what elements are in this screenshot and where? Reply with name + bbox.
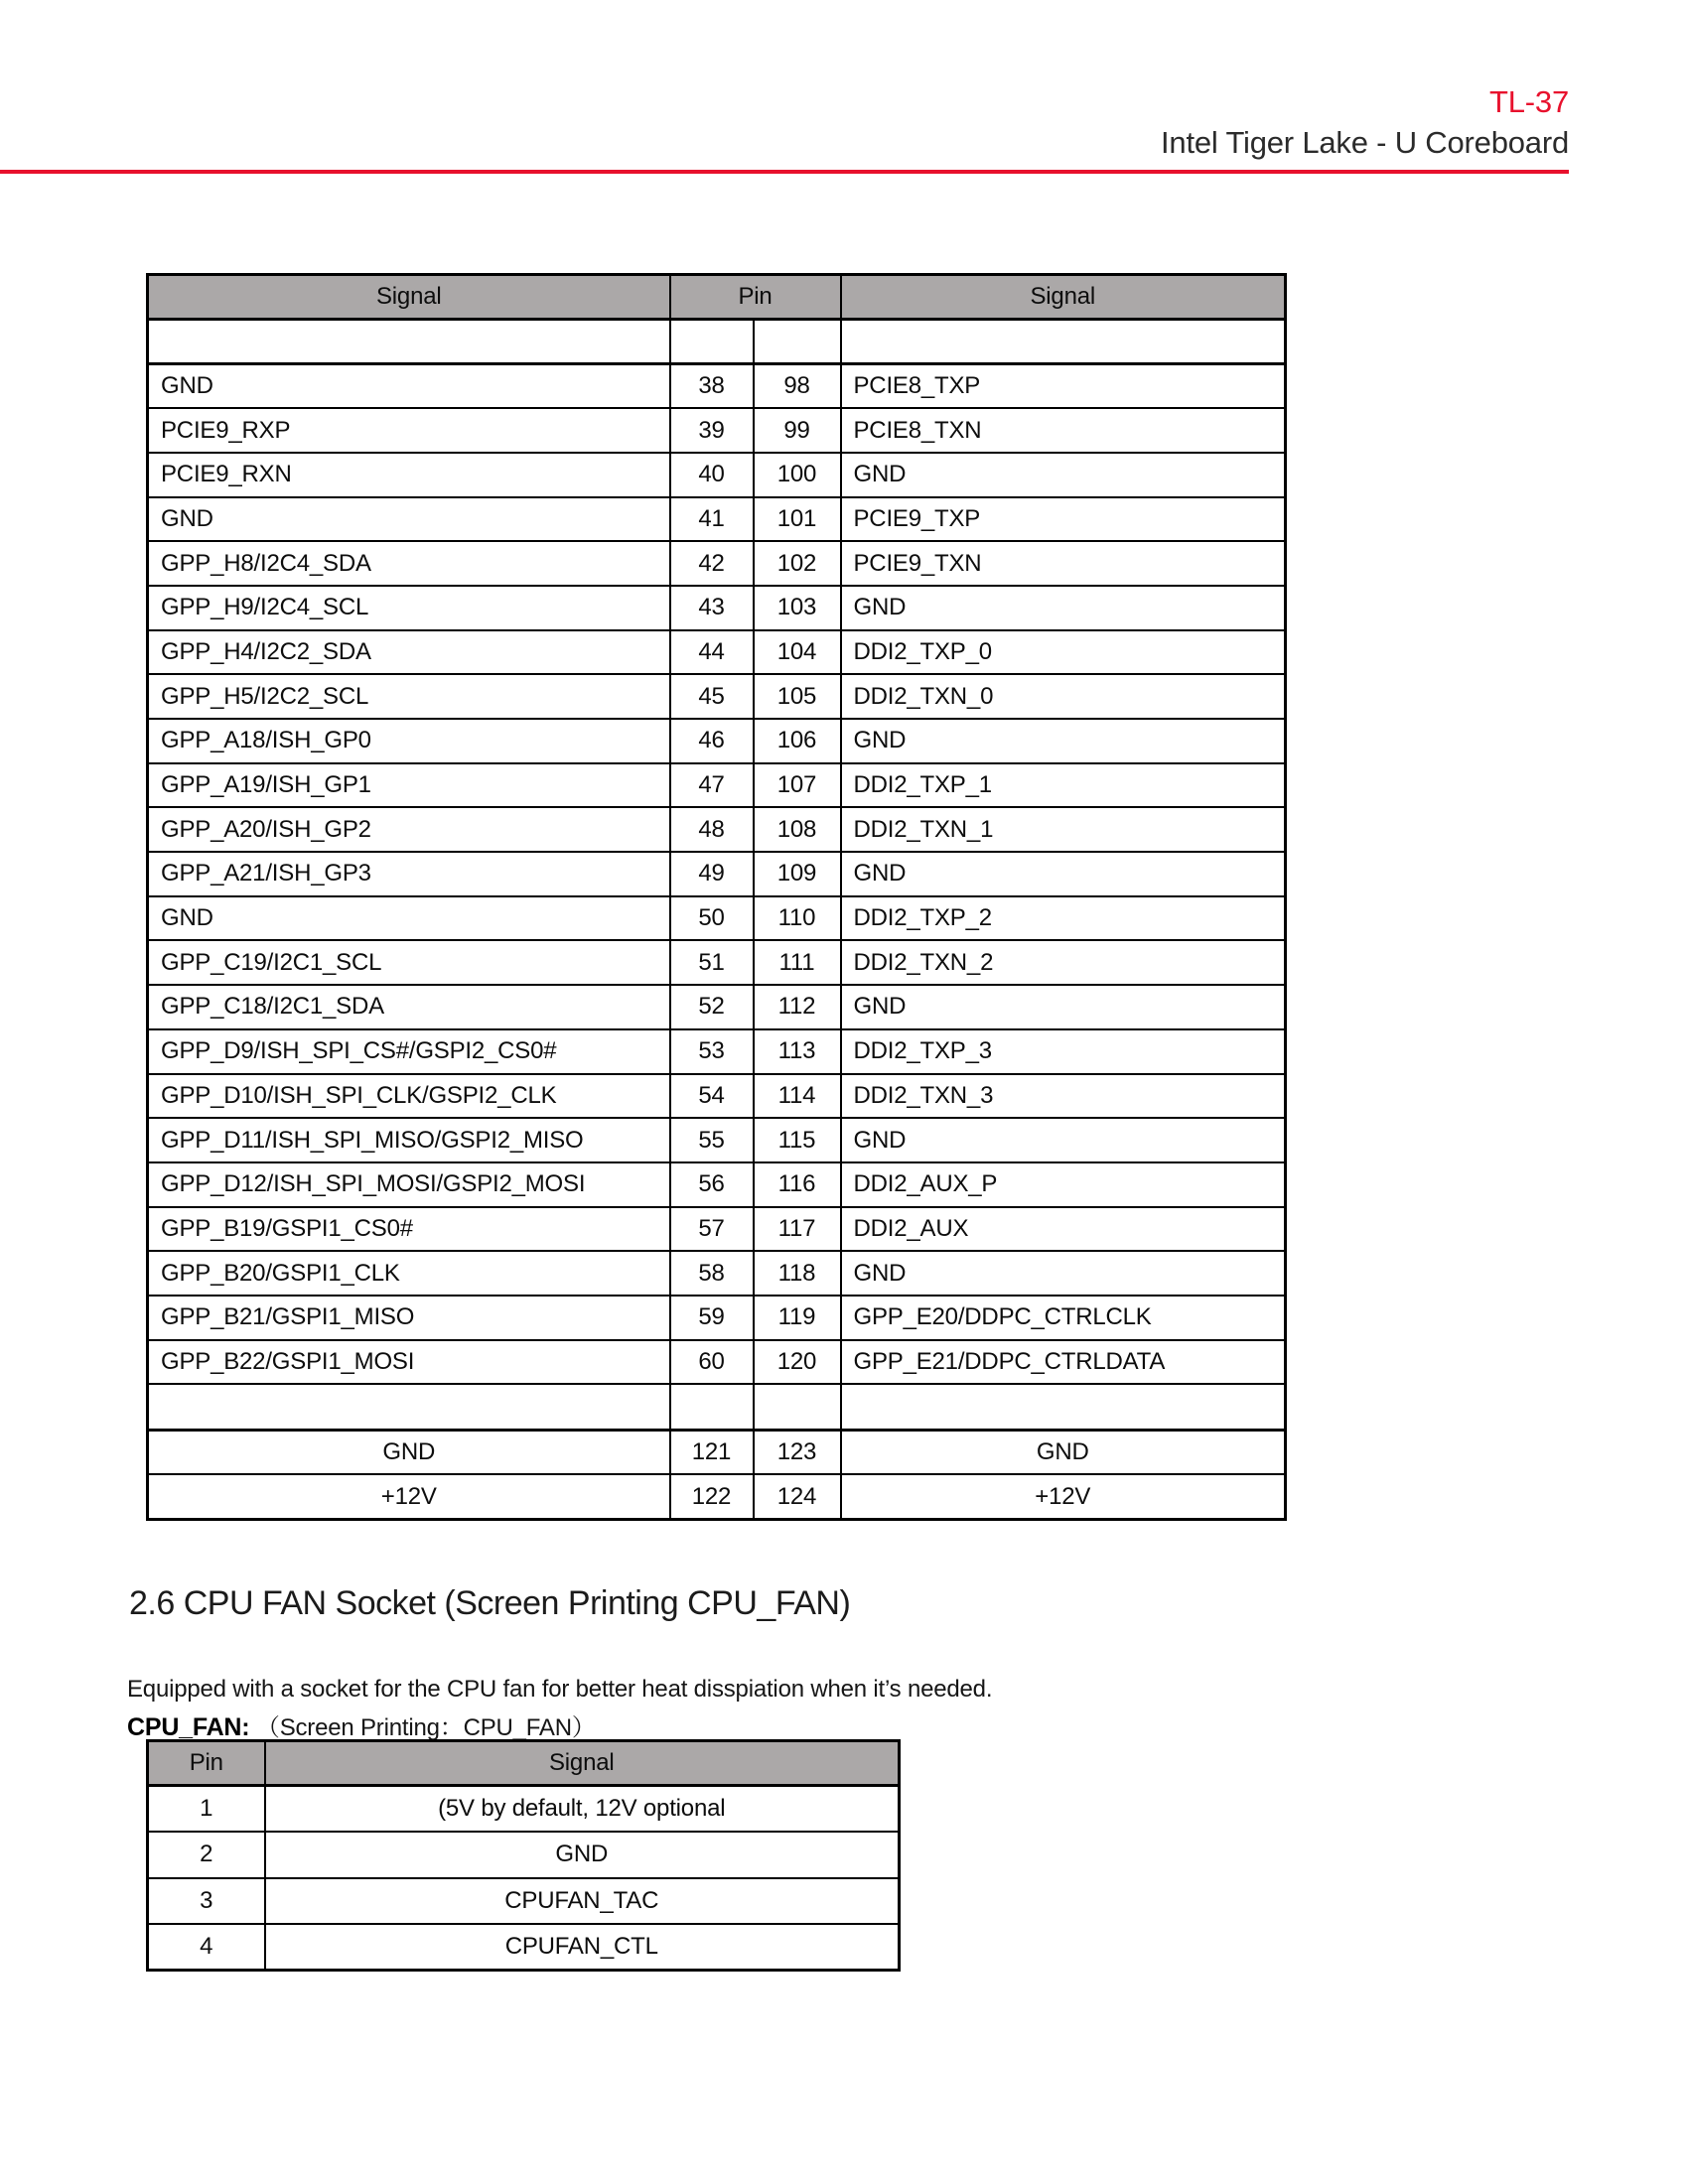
pin-cell: 1 (148, 1786, 265, 1833)
signal-cell: (5V by default, 12V optional (265, 1786, 900, 1833)
pin-cell-right: 116 (754, 1162, 841, 1207)
page-header (1161, 83, 1569, 161)
doc-code: TL-37 (1489, 84, 1569, 119)
pin-cell-right: 118 (754, 1251, 841, 1296)
fan-socket-label (127, 1707, 596, 1742)
pin-cell-left: 48 (670, 807, 754, 852)
pin-cell-left: 52 (670, 985, 754, 1029)
signal-cell-left: GPP_A19/ISH_GP1 (148, 763, 670, 808)
signal-cell-left: GPP_H4/I2C2_SDA (148, 630, 670, 675)
signal-cell-right: DDI2_TXN_2 (841, 940, 1286, 985)
fan-table-wrap (146, 1739, 901, 1972)
pin-row (148, 1296, 1286, 1340)
signal-cell-right: DDI2_TXN_0 (841, 674, 1286, 719)
pin-cell-right: 102 (754, 541, 841, 586)
signal-cell-right: PCIE8_TXP (841, 364, 1286, 409)
signal-cell-right: DDI2_TXP_0 (841, 630, 1286, 675)
signal-cell-left: GPP_H9/I2C4_SCL (148, 586, 670, 630)
signal-cell-left: GPP_B21/GSPI1_MISO (148, 1296, 670, 1340)
pin-cell-left: 122 (670, 1474, 754, 1519)
signal-cell-left: GPP_D12/ISH_SPI_MOSI/GSPI2_MOSI (148, 1162, 670, 1207)
signal-cell-right: GND (841, 1430, 1286, 1474)
pin-cell-left: 59 (670, 1296, 754, 1340)
signal-cell-left: GPP_A21/ISH_GP3 (148, 852, 670, 896)
doc-title: Intel Tiger Lake - U Coreboard (1161, 125, 1569, 161)
pin-cell-left: 55 (670, 1118, 754, 1162)
pin-cell-right: 100 (754, 453, 841, 497)
signal-cell: GND (265, 1832, 900, 1878)
pinout-table-wrap (146, 273, 1287, 1521)
signal-cell-left: GPP_B19/GSPI1_CS0# (148, 1207, 670, 1252)
signal-cell-right: DDI2_AUX_P (841, 1162, 1286, 1207)
pin-cell-left: 40 (670, 453, 754, 497)
signal-cell-left: GPP_C18/I2C1_SDA (148, 985, 670, 1029)
pinout-header-row (148, 275, 1286, 320)
pin-row (148, 1251, 1286, 1296)
pin-row (148, 1786, 900, 1833)
pin-cell-right: 103 (754, 586, 841, 630)
signal-cell-right: DDI2_TXP_2 (841, 896, 1286, 941)
signal-cell-left: GPP_D10/ISH_SPI_CLK/GSPI2_CLK (148, 1074, 670, 1119)
signal-cell-left: +12V (148, 1474, 670, 1519)
pin-row (148, 1207, 1286, 1252)
pin-cell-left: 38 (670, 364, 754, 409)
pin-cell-left: 57 (670, 1207, 754, 1252)
pin-cell-right: 105 (754, 674, 841, 719)
pin-cell-left: 51 (670, 940, 754, 985)
pin-cell: 3 (148, 1878, 265, 1925)
signal-cell-left: GPP_D9/ISH_SPI_CS#/GSPI2_CS0# (148, 1029, 670, 1074)
signal-cell-right: DDI2_TXN_1 (841, 807, 1286, 852)
pin-cell-left: 42 (670, 541, 754, 586)
pin-cell-right: 109 (754, 852, 841, 896)
pin-cell-right: 117 (754, 1207, 841, 1252)
fan-table (146, 1739, 901, 1972)
signal-cell-left: GND (148, 497, 670, 542)
pin-cell-left: 50 (670, 896, 754, 941)
pin-cell-left: 43 (670, 586, 754, 630)
pin-row (148, 541, 1286, 586)
pin-cell-left: 45 (670, 674, 754, 719)
signal-cell-right: DDI2_TXP_1 (841, 763, 1286, 808)
signal-cell-right: GND (841, 1118, 1286, 1162)
pin-cell-right: 115 (754, 1118, 841, 1162)
pin-cell-left: 60 (670, 1340, 754, 1385)
pin-row (148, 852, 1286, 896)
pin-cell-right: 104 (754, 630, 841, 675)
pin-row (148, 497, 1286, 542)
signal-cell-right: +12V (841, 1474, 1286, 1519)
pin-cell-right: 110 (754, 896, 841, 941)
fan-header-pin: Pin (148, 1741, 265, 1786)
pin-cell-left: 56 (670, 1162, 754, 1207)
signal-cell-right: PCIE9_TXP (841, 497, 1286, 542)
pin-cell-right: 112 (754, 985, 841, 1029)
pin-cell-left: 44 (670, 630, 754, 675)
signal-cell-left: GPP_C19/I2C1_SCL (148, 940, 670, 985)
pin-cell-right: 111 (754, 940, 841, 985)
fan-header-signal: Signal (265, 1741, 900, 1786)
pin-row (148, 1029, 1286, 1074)
signal-cell-right: DDI2_AUX (841, 1207, 1286, 1252)
section-paragraph: Equipped with a socket for the CPU fan for better heat disspiation when it’s needed. (127, 1676, 993, 1703)
signal-cell-right: GND (841, 985, 1286, 1029)
signal-cell-left: GPP_H8/I2C4_SDA (148, 541, 670, 586)
pin-cell-right: 107 (754, 763, 841, 808)
signal-cell-right: PCIE9_TXN (841, 541, 1286, 586)
pin-row (148, 364, 1286, 409)
signal-cell-left: GPP_B20/GSPI1_CLK (148, 1251, 670, 1296)
pin-row (148, 719, 1286, 763)
pin-row (148, 896, 1286, 941)
pin-cell-right: 98 (754, 364, 841, 409)
pin-cell-left: 49 (670, 852, 754, 896)
signal-cell-right: GND (841, 1251, 1286, 1296)
signal-cell: CPUFAN_TAC (265, 1878, 900, 1925)
pin-row (148, 1430, 1286, 1474)
signal-cell-left: GPP_B22/GSPI1_MOSI (148, 1340, 670, 1385)
pin-row (148, 985, 1286, 1029)
fan-table-header-row (148, 1741, 900, 1786)
pin-cell-left: 53 (670, 1029, 754, 1074)
pin-row (148, 807, 1286, 852)
signal-cell-left: GND (148, 1430, 670, 1474)
pin-row (148, 1340, 1286, 1385)
pin-row (148, 586, 1286, 630)
pin-cell-right: 106 (754, 719, 841, 763)
fan-socket-label-rest: （Screen Printing：CPU_FAN） (255, 1714, 596, 1741)
signal-cell-right: DDI2_TXP_3 (841, 1029, 1286, 1074)
spacer-row (148, 1384, 1286, 1430)
pinout-header-signal-left: Signal (148, 275, 670, 320)
signal-cell-right: GND (841, 586, 1286, 630)
pin-row (148, 1832, 900, 1878)
signal-cell: CPUFAN_CTL (265, 1924, 900, 1971)
signal-cell-left: PCIE9_RXP (148, 408, 670, 453)
pin-cell: 4 (148, 1924, 265, 1971)
pin-cell-right: 99 (754, 408, 841, 453)
pin-row (148, 453, 1286, 497)
signal-cell-right: GPP_E21/DDPC_CTRLDATA (841, 1340, 1286, 1385)
pin-row (148, 1118, 1286, 1162)
pin-cell-left: 58 (670, 1251, 754, 1296)
pin-row (148, 1474, 1286, 1519)
pin-row (148, 630, 1286, 675)
signal-cell-left: PCIE9_RXN (148, 453, 670, 497)
spacer-row (148, 320, 1286, 364)
header-rule (0, 170, 1569, 174)
signal-cell-left: GPP_A18/ISH_GP0 (148, 719, 670, 763)
signal-cell-left: GPP_A20/ISH_GP2 (148, 807, 670, 852)
pin-cell: 2 (148, 1832, 265, 1878)
signal-cell-right: DDI2_TXN_3 (841, 1074, 1286, 1119)
pin-row (148, 408, 1286, 453)
signal-cell-left: GPP_H5/I2C2_SCL (148, 674, 670, 719)
pin-row (148, 1878, 900, 1925)
pin-cell-right: 124 (754, 1474, 841, 1519)
pin-cell-right: 120 (754, 1340, 841, 1385)
pin-cell-left: 41 (670, 497, 754, 542)
pin-cell-left: 54 (670, 1074, 754, 1119)
pinout-header-signal-right: Signal (841, 275, 1286, 320)
pin-row (148, 1074, 1286, 1119)
pin-cell-right: 108 (754, 807, 841, 852)
pin-cell-left: 47 (670, 763, 754, 808)
pin-row (148, 763, 1286, 808)
pinout-header-pin: Pin (670, 275, 841, 320)
pin-row (148, 674, 1286, 719)
pin-cell-right: 123 (754, 1430, 841, 1474)
signal-cell-right: GND (841, 719, 1286, 763)
signal-cell-right: PCIE8_TXN (841, 408, 1286, 453)
pin-cell-left: 121 (670, 1430, 754, 1474)
pin-row (148, 1924, 900, 1971)
signal-cell-right: GND (841, 852, 1286, 896)
signal-cell-left: GPP_D11/ISH_SPI_MISO/GSPI2_MISO (148, 1118, 670, 1162)
section-heading: 2.6 CPU FAN Socket (Screen Printing CPU_FAN) (129, 1584, 851, 1622)
pin-row (148, 940, 1286, 985)
pin-cell-right: 101 (754, 497, 841, 542)
signal-cell-left: GND (148, 896, 670, 941)
pin-cell-right: 119 (754, 1296, 841, 1340)
pin-cell-left: 39 (670, 408, 754, 453)
signal-cell-right: GND (841, 453, 1286, 497)
pinout-table (146, 273, 1287, 1521)
signal-cell-right: GPP_E20/DDPC_CTRLCLK (841, 1296, 1286, 1340)
pin-row (148, 1162, 1286, 1207)
fan-socket-label-bold: CPU_FAN: (127, 1713, 250, 1741)
pin-cell-right: 114 (754, 1074, 841, 1119)
signal-cell-left: GND (148, 364, 670, 409)
pin-cell-right: 113 (754, 1029, 841, 1074)
pin-cell-left: 46 (670, 719, 754, 763)
